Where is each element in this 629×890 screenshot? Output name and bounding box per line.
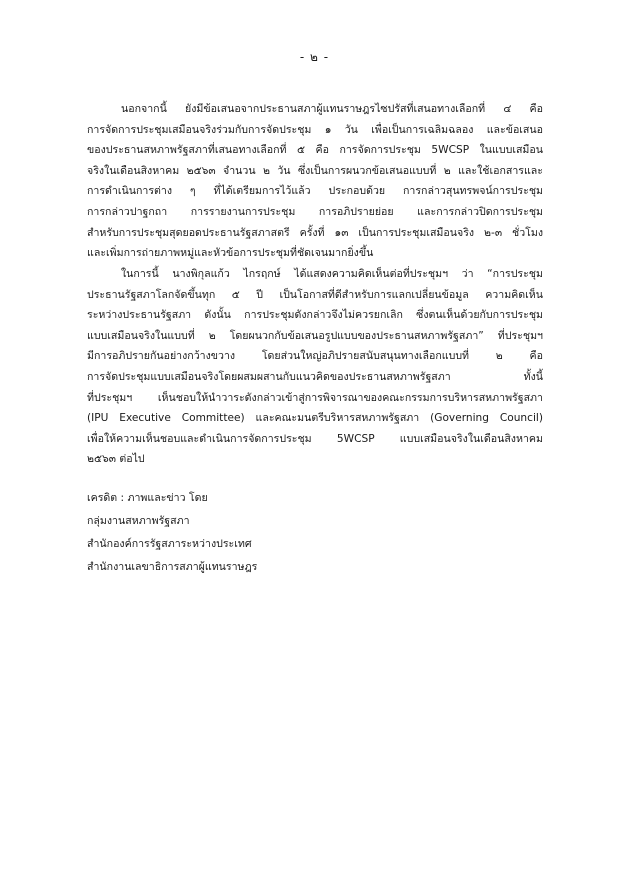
text-line: การกล่าวปาฐกถา การรายงานการประชุม การอภิปรายย่อย และการกล่าวปิดการประชุม	[87, 205, 543, 218]
text-line: มีการอภิปรายกันอย่างกว้างขวาง โดยส่วนใหญ่อภิปรายสนับสนุนทางเลือกแบบที่ ๒ คือ	[87, 350, 543, 363]
text-line: สำหรับการประชุมสุดยอดประธานรัฐสภาสตรี ครั้งที่ ๑๓ เป็นการประชุมเสมือนจริง ๒-๓ ชั่วโมง	[87, 226, 543, 239]
paragraph-alternative-options	[87, 99, 543, 264]
text-line: การจัดประชุมแบบเสมือนจริงโดยผสมผสานกับแนวคิดของประธานสหภาพรัฐสภา ทั้งนี้	[87, 370, 543, 383]
text-line: ระหว่างประธานรัฐสภา ดังนั้น การประชุมดังกล่าวจึงไม่ควรยกเลิก ซึ่งตนเห็นด้วยกับการประชุม	[87, 309, 543, 322]
text-line: ประธานรัฐสภาโลกจัดขึ้นทุก ๕ ปี เป็นโอกาสที่ดีสำหรับการแลกเปลี่ยนข้อมูล ความคิดเห็น	[87, 288, 543, 301]
credit-line: สำนักงานเลขาธิการสภาผู้แทนราษฎร	[87, 561, 258, 573]
credits-block	[87, 487, 543, 579]
text-line: ที่ประชุมฯ เห็นชอบให้นำวาระดังกล่าวเข้าสู่การพิจารณาของคณะกรรมการบริหารสหภาพรัฐสภา	[87, 391, 543, 404]
text-line: ๒๕๖๓ ต่อไป	[87, 453, 145, 466]
page-number: - ๒ -	[299, 50, 330, 64]
text-line: จริงในเดือนสิงหาคม ๒๕๖๓ จำนวน ๒ วัน ซึ่งเป็นการผนวกข้อเสนอแบบที่ ๒ และใช้เอกสารและ	[87, 164, 543, 177]
text-line: ของประธานสหภาพรัฐสภาที่เสนอทางเลือกที่ ๕ คือ การจัดการประชุม 5WCSP ในแบบเสมือน	[87, 144, 543, 157]
credit-line: เครดิต : ภาพและข่าว โดย	[87, 492, 208, 504]
text-line: การจัดการประชุมเสมือนจริงร่วมกับการจัดประชุม ๑ วัน เพื่อเป็นการเฉลิมฉลอง และข้อเสนอ	[87, 123, 543, 136]
text-line: เพื่อให้ความเห็นชอบและดำเนินการจัดการประชุม 5WCSP แบบเสมือนจริงในเดือนสิงหาคม	[87, 432, 543, 445]
credit-line: กลุ่มงานสหภาพรัฐสภา	[87, 515, 190, 527]
text-line: ในการนี้ นางพิกุลแก้ว ไกรฤกษ์ ได้แสดงความคิดเห็นต่อที่ประชุมฯ ว่า “การประชุม	[121, 268, 543, 280]
text-line: และเพิ่มการถ่ายภาพหมู่และหัวข้อการประชุมที่ชัดเจนมากยิ่งขึ้น	[87, 247, 374, 260]
text-line: แบบเสมือนจริงในแบบที่ ๒ โดยผนวกกับข้อเสนอรูปแบบของประธานสหภาพรัฐสภา” ที่ประชุมฯ	[87, 329, 543, 342]
credit-line: สำนักองค์การรัฐสภาระหว่างประเทศ	[87, 538, 252, 550]
text-line: การดำเนินการต่าง ๆ ที่ได้เตรียมการไว้แล้ว ประกอบด้วย การกล่าวสุนทรพจน์การประชุม	[87, 185, 543, 198]
text-line: (IPU Executive Committee) และคณะมนตรีบริหารสหภาพรัฐสภา (Governing Council)	[87, 412, 543, 425]
text-line: นอกจากนี้ ยังมีข้อเสนอจากประธานสภาผู้แทนราษฎรไซปรัสที่เสนอทางเลือกที่ ๔ คือ	[121, 103, 543, 115]
paragraph-opinion	[87, 264, 543, 470]
